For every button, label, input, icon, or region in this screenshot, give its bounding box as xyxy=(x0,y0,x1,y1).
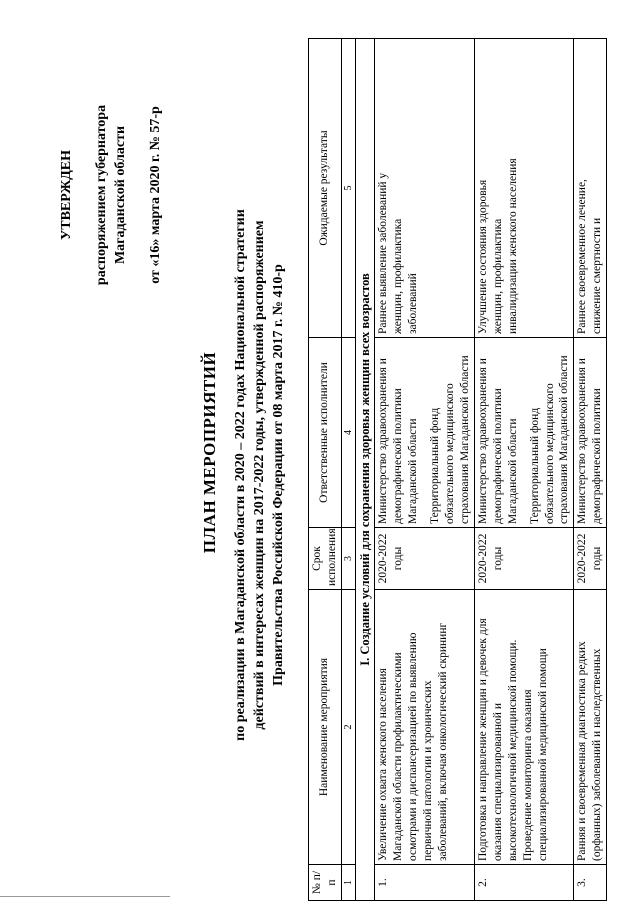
plan-subtitle xyxy=(232,155,289,795)
section-row xyxy=(355,39,374,901)
row-results xyxy=(474,39,574,338)
row-name-line: (орфанных) заболеваний и наследственных xyxy=(591,648,604,861)
row-term-line: 2020-2022 xyxy=(476,533,489,584)
result-line: Раннее выявление заболеваний у xyxy=(377,172,390,334)
row-term-line: годы xyxy=(591,546,604,571)
subtitle-line: Правительства Российской Федерации от 08 марта 2017 г. № 410-р xyxy=(270,264,286,686)
executor-line: Магаданской области xyxy=(407,418,419,524)
header-results: Ожидаемые результаты xyxy=(309,39,342,338)
row-term xyxy=(574,528,607,590)
row-name-line: высокотехнологичной медицинской помощи. xyxy=(506,639,519,861)
table-row xyxy=(375,39,475,901)
row-results xyxy=(574,39,607,338)
row-executors xyxy=(375,338,475,528)
column-number: 2 xyxy=(341,590,355,865)
table-row xyxy=(474,39,574,901)
table-row xyxy=(574,39,607,901)
row-name-line: Подготовка и направление женщин и девочек для xyxy=(476,618,489,861)
row-name-line: Проведение мониторинга оказания xyxy=(521,689,534,861)
row-number: 2. xyxy=(474,865,574,901)
row-number: 1. xyxy=(375,865,475,901)
column-number: 3 xyxy=(341,528,355,590)
approval-title: УТВЕРЖДЕН xyxy=(59,149,74,241)
executor-line: Территориальный фонд xyxy=(528,407,541,524)
result-line: снижение смертности и xyxy=(591,217,604,334)
subtitle-line: по реализации в Магаданской области в 2020 – 2022 годах Национальной стратегии xyxy=(233,209,248,741)
approval-stamp xyxy=(58,75,166,315)
row-name xyxy=(574,590,607,865)
executor-line: демографической политики xyxy=(591,388,604,524)
row-name-line: оказания специализированной и xyxy=(491,703,504,861)
subtitle-line: действий в интересах женщин на 2017-2022 годы, утвержденной распоряжением xyxy=(251,220,267,730)
row-executors xyxy=(574,338,607,528)
result-line: Раннее своевременное лечение, xyxy=(576,179,589,334)
row-term xyxy=(474,528,574,590)
executor-line: демографической политики xyxy=(392,388,405,524)
plan-title: ПЛАН МЕРОПРИЯТИЙ xyxy=(200,351,219,554)
row-term-line: 2020-2022 xyxy=(377,533,390,584)
executor-line: обязательного медицинского xyxy=(543,383,556,524)
row-name-line: заболеваний, включая онкологический скрининг xyxy=(436,622,449,861)
executor-line: Министерство здравоохранения и xyxy=(476,358,489,524)
row-name-line: Ранняя и своевременная диагностика редких xyxy=(576,641,589,861)
column-number: 4 xyxy=(341,338,355,528)
executor-line: Магаданской области xyxy=(506,418,519,524)
row-term xyxy=(375,528,475,590)
header-executors: Ответственные исполнители xyxy=(309,338,342,528)
row-name-line: первичной патологии и хронических xyxy=(421,680,434,861)
row-name xyxy=(474,590,574,865)
row-number: 3. xyxy=(574,865,607,901)
row-term-line: 2020-2022 xyxy=(576,533,589,584)
row-results xyxy=(375,39,475,338)
section-title: I. Создание условий для сохранения здоровья женщин всех возрастов xyxy=(355,39,374,901)
result-line: Улучшение состояния здоровья xyxy=(476,179,489,334)
row-term-line: годы xyxy=(392,546,405,571)
executor-line: страхования Магаданской области xyxy=(558,355,571,524)
approval-line: распоряжением губернатора xyxy=(93,104,109,286)
executor-line: Министерство здравоохранения и xyxy=(377,358,390,524)
executor-line: обязательного медицинского xyxy=(443,383,456,524)
approval-line: Магаданской области xyxy=(112,125,128,265)
row-executors xyxy=(474,338,574,528)
result-line: заболеваний xyxy=(407,273,419,334)
approval-date: от «16» марта 2020 г. № 57-р xyxy=(147,106,163,284)
result-line: женщин, профилактика xyxy=(491,218,504,334)
executor-line: страхования Магаданской области xyxy=(458,355,471,524)
row-name-line: специализированной медицинской помощи xyxy=(536,648,549,861)
executor-line: демографической политики xyxy=(491,388,504,524)
column-numbers-row xyxy=(341,39,355,901)
footnote-rule xyxy=(0,896,170,897)
row-name-line: Увеличение охвата женского населения xyxy=(377,668,390,861)
header-term: Срок исполнения xyxy=(309,528,342,590)
row-name-line: Магаданской области профилактическими xyxy=(392,652,405,861)
column-number: 5 xyxy=(341,39,355,338)
header-num: № п/п xyxy=(309,865,342,901)
executor-line: Территориальный фонд xyxy=(428,407,441,524)
executor-line: Министерство здравоохранения и xyxy=(576,358,589,524)
result-line: женщин, профилактика xyxy=(392,218,405,334)
header-name: Наименование мероприятия xyxy=(309,590,342,865)
table-header-row xyxy=(309,39,342,901)
result-line: инвалидизации женского населения xyxy=(506,158,519,334)
column-number: 1 xyxy=(341,865,355,901)
row-term-line: годы xyxy=(491,546,504,571)
row-name xyxy=(375,590,475,865)
measures-table xyxy=(308,38,607,901)
row-name-line: осмотрами и диспансеризацией по выявлению xyxy=(407,632,419,861)
